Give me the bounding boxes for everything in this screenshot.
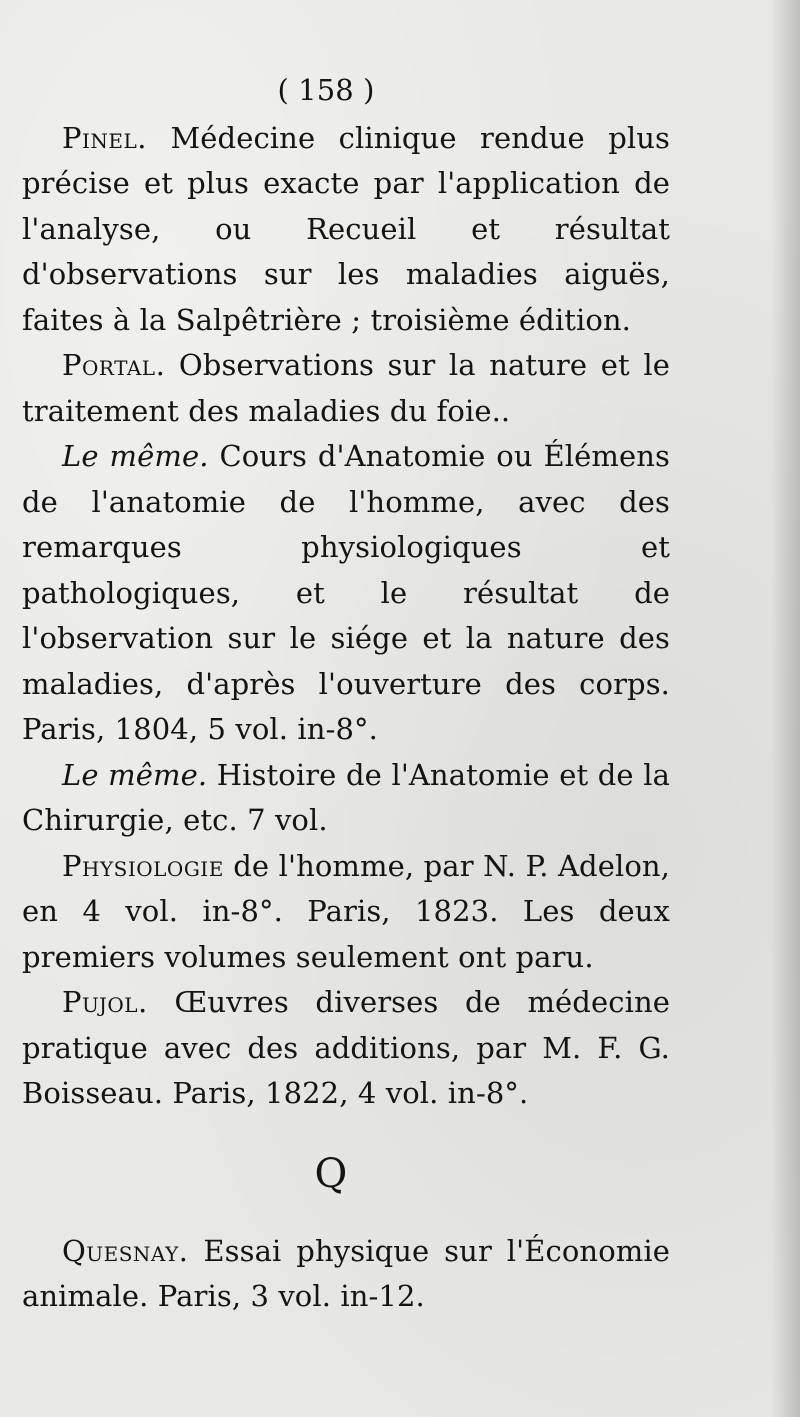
page-number: ( 158 ) <box>277 73 375 107</box>
page-edge-shadow <box>770 0 800 1417</box>
entry-text: Observations sur la nature et le traitement des maladies du foie.. <box>22 348 670 428</box>
entry-text: Œuvres diverses de médecine pratique avec des additions, par M. F. G. Boisseau. Paris, 1822, 4 vol. in-8°. <box>22 985 670 1110</box>
entry-author: Portal. <box>62 348 166 382</box>
entry-text: Médecine clinique rendue plus précise et plus exacte par l'application de l'analyse, ou Recueil et résultat d'observations sur les maladies aiguës, faites à la Salpêtrière ; troisième édition. <box>22 120 670 337</box>
entry-text: Cours d'Anatomie ou Élémens de l'anatomie de l'homme, avec des remarques physiologiques et pathologiques, et le résultat de l'observation sur le siége et la nature des maladies, d'après l'ouverture des corps. Paris, 1804, 5 vol. in-8°. <box>22 439 670 746</box>
entry-text: de l'homme, par N. P. Adelon, en 4 vol. in-8°. Paris, 1823. Les deux premiers volumes seulement ont paru. <box>22 848 670 974</box>
bibliography-entry-pujol <box>22 980 670 1117</box>
entry-text: Histoire de l'Anatomie et de la Chirurgie, etc. 7 vol. <box>22 757 670 837</box>
text-block <box>22 68 670 1320</box>
bibliography-entry-le-meme-histoire <box>22 753 670 844</box>
bibliography-entry-physiologie <box>22 844 670 981</box>
bibliography-entry-le-meme-cours <box>22 434 670 753</box>
section-letter: Q <box>314 1150 348 1197</box>
entry-author: Physiologie <box>62 848 224 883</box>
bibliography-entry-quesnay <box>22 1229 670 1320</box>
entry-author: Le même. <box>62 439 209 473</box>
bibliography-entry-portal <box>22 343 670 434</box>
entry-author: Pujol. <box>62 985 148 1019</box>
entry-author: Pinel. <box>62 120 148 155</box>
entry-author: Quesnay. <box>62 1233 189 1268</box>
entry-author: Le même. <box>62 757 208 792</box>
entry-text: Essai physique sur l'Économie animale. Paris, 3 vol. in-12. <box>22 1233 670 1313</box>
bibliography-entry-pinel <box>22 116 670 344</box>
